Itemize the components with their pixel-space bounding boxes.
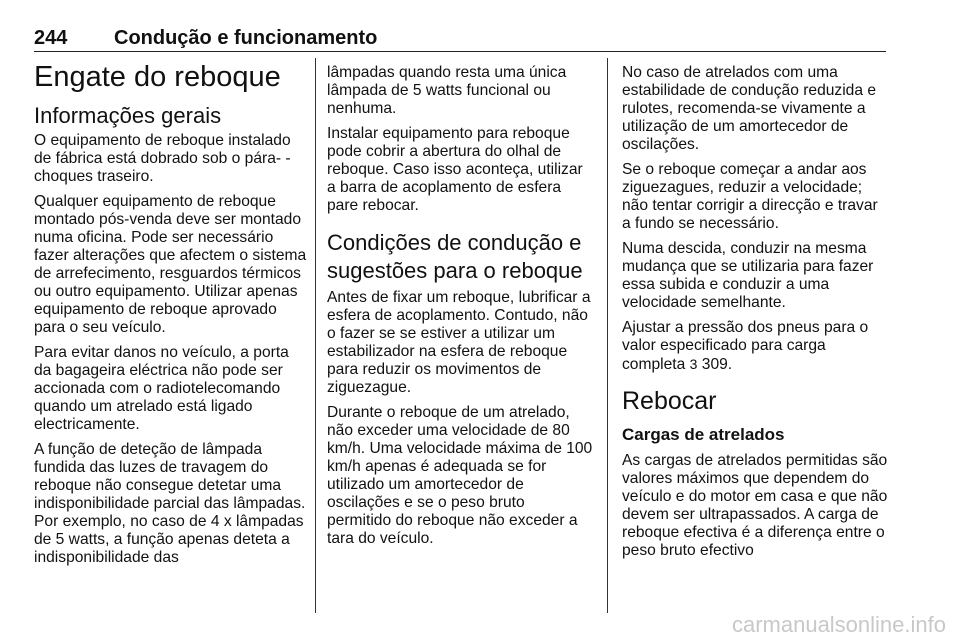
paragraph: As cargas de atrelados permitidas são valores máximos que dependem do veículo e do motor em casa e que não devem ser ultrapassados. A carga de reboque efectiva é a diferença entre o peso bruto efectivo <box>622 452 888 559</box>
column-divider-1 <box>315 58 316 613</box>
section-heading-general-info: Informações gerais <box>34 103 222 128</box>
column-divider-2 <box>607 58 608 613</box>
paragraph: Durante o reboque de um atrelado, não exceder uma velocidade de 80 km/h. Uma velocidade máxima de 100 km/h apenas é adequada se for utilizado um amortecedor de oscilações e se o peso bruto permitido do reboque não exceder a tara do veículo. <box>327 404 593 547</box>
page-number: 244 <box>34 27 68 49</box>
paragraph: Para evitar danos no veículo, a porta da bagageira eléctrica não pode ser accionada com o radiotelecomando quando um atrelado está ligado electricamente. <box>34 344 289 433</box>
section-title: Condução e funcionamento <box>114 27 378 49</box>
column-3 <box>622 64 888 567</box>
column-1 <box>34 58 310 574</box>
paragraph: lâmpadas quando resta uma única lâmpada de 5 watts funcional ou nenhuma. <box>327 64 567 117</box>
page-reference-arrow-icon: 3 <box>689 356 698 372</box>
paragraph: Numa descida, conduzir na mesma mudança que se utilizaria para fazer essa subida e conduzir a uma velocidade semelhante. <box>622 240 874 311</box>
section-heading-driving-conditions: Condições de condução e sugestões para o reboque <box>327 230 583 283</box>
paragraph: O equipamento de reboque instalado de fábrica está dobrado sob o pára- -choques traseiro. <box>34 132 291 185</box>
paragraph: Instalar equipamento para reboque pode cobrir a abertura do olhal de reboque. Caso isso aconteça, utilizar a barra de acoplamento de esfera pare rebocar. <box>327 125 583 214</box>
paragraph: A função de deteção de lâmpada fundida das luzes de travagem do reboque não consegue detetar uma indisponibilidade parcial das lâmpadas. Por exemplo, no caso de 4 x lâmpadas de 5 watts, a função apenas deteta a indisponibilidade das <box>34 441 306 566</box>
subheading-trailer-loads: Cargas de atrelados <box>622 425 785 444</box>
paragraph: No caso de atrelados com uma estabilidade de condução reduzida e rulotes, recomenda-se vivamente a utilização de um amortecedor de oscilações. <box>622 64 877 153</box>
ref-text: Ajustar a pressão dos pneus para o valor especificado para carga completa <box>622 319 869 373</box>
paragraph: Se o reboque começar a andar aos ziguezagues, reduzir a velocidade; não tentar corrigir a direcção e travar a fundo se necessário. <box>622 161 878 232</box>
paragraph: Qualquer equipamento de reboque montado pós-venda deve ser montado numa oficina. Pode ser necessário fazer alterações que afectem o sistema de arrefecimento, resguardos térmicos ou outro equipamento. Utilizar apenas equipamento de reboque aprovado para o seu veículo. <box>34 193 307 336</box>
page-reference-link[interactable]: 309. <box>701 356 733 373</box>
column-2 <box>327 64 593 555</box>
paragraph-tyre-pressure <box>622 319 888 374</box>
chapter-title: Engate do reboque <box>34 61 281 93</box>
section-heading-towing: Rebocar <box>622 387 717 415</box>
page-header <box>34 25 886 52</box>
watermark: carmanualsonline.info <box>731 612 946 637</box>
paragraph: Antes de fixar um reboque, lubrificar a esfera de acoplamento. Contudo, não o fazer se se estiver a utilizar um estabilizador na esfera de reboque para reduzir os movimentos de ziguezague. <box>327 289 591 396</box>
